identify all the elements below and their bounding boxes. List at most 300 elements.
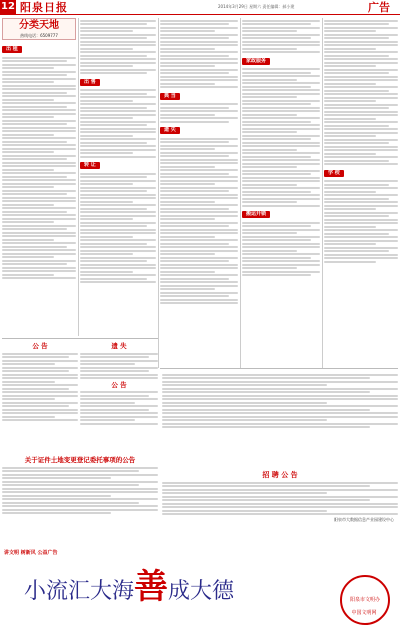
text-line [160,215,238,217]
text-line [160,267,238,269]
text-line [242,89,320,91]
ad-listings [160,20,238,89]
text-line [2,470,139,472]
text-line [160,271,215,273]
text-line [80,138,156,140]
category-label: 典 当 [160,93,180,100]
public-service-ad [4,550,294,630]
text-line [324,132,398,134]
text-line [162,492,327,494]
text-line [2,388,69,390]
notice-block-left [2,342,78,452]
text-line [242,23,311,25]
notice-title: 公 告 [32,342,48,350]
text-line [242,253,320,255]
recruitment-body [162,482,398,516]
text-line [324,226,376,228]
text-line [324,69,398,71]
text-line [80,173,156,175]
column-divider [78,18,79,336]
text-line [160,208,229,210]
text-line [80,211,156,213]
text-line [80,41,156,43]
text-line [80,197,156,199]
text-line [242,48,297,50]
text-line [242,180,320,182]
text-line [324,86,398,88]
dateline: 2014年3月29日 星期六 责任编辑：郝小建 [218,4,295,9]
ad-listings [160,138,238,305]
text-line [2,130,76,132]
ad-listings [80,89,156,158]
text-line [242,37,311,39]
text-line [324,229,398,231]
text-line [160,229,238,231]
text-line [2,162,76,164]
text-line [80,149,156,151]
text-line [242,20,320,22]
text-line [160,69,238,71]
text-line [160,176,238,178]
text-line [2,207,76,209]
text-line [242,243,320,245]
text-line [324,180,398,182]
text-line [160,148,215,150]
text-line [80,187,156,189]
text-line [2,481,158,483]
text-line [324,201,398,203]
text-line [80,257,156,259]
text-line [162,395,398,397]
text-line [162,377,370,379]
text-line [2,106,67,108]
text-line [160,264,238,266]
text-line [162,374,398,376]
ad-slogan: 讲文明 树新风 公益广告 [4,550,58,556]
text-line [2,137,76,139]
text-line [160,166,215,168]
recruitment-title: 招 聘 公 告 [262,470,298,479]
text-line [324,114,398,116]
text-line [80,402,135,404]
text-line [2,85,76,87]
text-line [80,222,156,224]
text-line [2,99,54,101]
text-line [160,121,229,123]
category-label: 遗 失 [160,127,180,134]
text-line [242,124,320,126]
text-line [162,513,398,515]
text-line [2,274,54,276]
text-line [242,170,320,172]
text-line [324,79,398,81]
text-line [242,117,320,119]
text-line [80,103,156,105]
text-line [324,205,398,207]
text-line [242,100,320,102]
text-line [160,173,229,175]
text-line [2,193,67,195]
text-line [324,135,376,137]
text-line [160,201,215,203]
text-line [324,247,398,249]
notice-block-lost [80,342,158,452]
text-line [80,128,156,130]
text-line [160,114,215,116]
text-line [160,107,229,109]
text-line [242,68,320,70]
text-line [324,156,398,158]
text-line [80,271,133,273]
ad-listings [324,180,398,263]
text-line [242,30,297,32]
text-line [160,285,238,287]
text-line [242,184,297,186]
text-line [324,139,398,141]
text-line [80,69,156,71]
text-line [160,103,238,105]
text-line [2,200,76,202]
text-line [80,423,158,425]
text-line [324,212,398,214]
text-line [160,79,238,81]
text-line [324,219,398,221]
text-line [324,163,398,165]
text-line [160,86,238,88]
text-line [162,405,398,407]
text-line [324,149,398,151]
text-line [2,155,76,157]
text-line [80,124,147,126]
text-line [162,510,327,512]
text-line [80,377,158,379]
text-line [80,114,156,116]
text-line [2,512,111,514]
text-line [160,51,238,53]
text-line [160,83,215,85]
text-line [80,229,156,231]
text-line [2,263,67,265]
text-line [2,151,54,153]
text-line [242,72,311,74]
text-line [324,30,376,32]
text-line [242,225,311,227]
text-line [2,402,78,404]
text-line [324,222,398,224]
text-line [80,274,156,276]
text-line [160,302,238,304]
text-line [2,467,158,469]
text-line [2,239,54,241]
text-line [324,254,398,256]
notice-body [80,391,158,425]
text-line [80,48,133,50]
text-line [80,356,149,358]
text-line [2,505,158,507]
text-line [324,146,398,148]
text-line [2,74,67,76]
text-line [324,51,398,53]
text-line [2,381,55,383]
text-line [80,142,147,144]
text-line [160,27,238,29]
text-line [80,267,156,269]
column-4 [242,18,320,368]
text-line [2,488,158,490]
text-line [80,183,133,185]
text-line [2,60,67,62]
text-line [242,267,297,269]
text-line [324,153,376,155]
text-line [80,419,135,421]
text-line [324,44,398,46]
text-line [80,65,133,67]
text-line [2,484,139,486]
text-line [324,187,398,189]
ad-listings [80,173,156,284]
text-line [2,71,76,73]
text-line [324,142,389,144]
text-line [242,173,311,175]
text-line [324,198,389,200]
text-line [324,128,398,130]
text-line [162,381,398,383]
text-line [160,190,229,192]
text-line [162,416,398,418]
text-line [80,23,147,25]
text-line [2,370,69,372]
text-line [80,44,156,46]
text-line [80,264,156,266]
text-line [80,27,156,29]
page-number: 12 [1,1,15,12]
text-line [2,127,76,129]
text-line [160,62,238,64]
text-line [80,121,156,123]
text-line [324,121,398,123]
text-line [242,86,311,88]
notice-block-right [162,372,398,467]
ad-listings [160,103,238,123]
ad-listings [242,68,320,207]
text-line [324,125,389,127]
text-line [80,395,149,397]
recruitment-organization: 阳泉市大数据信息产业园建设中心 [334,516,394,522]
text-line [2,491,158,493]
text-line [160,159,238,161]
text-line [160,299,238,301]
text-line [160,37,229,39]
text-line [160,236,215,238]
text-line [324,243,376,245]
text-line [2,353,78,355]
text-line [80,156,156,158]
text-line [324,23,389,25]
ad-listings [2,57,76,280]
category-label: 转 让 [80,162,100,169]
text-line [80,201,133,203]
column-divider [158,18,159,368]
text-line [324,160,389,162]
text-line [2,509,158,511]
text-line [80,278,147,280]
text-line [242,121,311,123]
text-line [2,391,78,393]
text-line [160,232,238,234]
text-line [324,65,376,67]
text-line [324,194,398,196]
text-line [80,194,156,196]
text-line [2,477,111,479]
text-line [324,208,376,210]
text-line [242,271,320,273]
text-line [80,246,156,248]
text-line [2,190,76,192]
text-line [2,235,76,237]
text-line [2,179,76,181]
text-line [242,110,320,112]
text-line [2,141,67,143]
text-line [242,128,320,130]
text-line [324,261,376,263]
text-line [2,67,54,69]
text-line [2,144,76,146]
text-line [2,405,69,407]
text-line [160,34,238,36]
text-line [2,409,78,411]
text-line [2,395,78,397]
text-line [242,232,297,234]
text-line [242,103,311,105]
text-line [2,474,158,476]
text-line [2,88,76,90]
text-line [80,250,156,252]
text-line [162,384,327,386]
section-divider [2,338,158,339]
text-line [80,30,133,32]
text-line [324,58,398,60]
text-line [162,402,327,404]
text-line [242,142,320,144]
category-label: 出 售 [80,79,100,86]
text-line [2,172,76,174]
text-line [80,20,156,22]
text-line [242,27,320,29]
text-line [2,214,76,216]
text-line [242,34,320,36]
text-line [160,295,229,297]
text-line [162,496,398,498]
section-divider [160,368,398,369]
text-line [242,51,320,53]
text-line [324,191,376,193]
notice-title: 遗 失 [111,342,127,350]
text-line [162,398,398,400]
column-divider [322,18,323,368]
classified-title: 分类天地 [19,20,59,31]
text-line [80,243,147,245]
notice-body [80,353,158,380]
notice-block-revoke [2,456,158,546]
classified-hotline: 热线电话：6509777 [20,33,58,38]
text-line [324,107,389,109]
text-line [242,257,311,259]
text-line [324,93,398,95]
text-line [160,55,229,57]
text-line [80,34,156,36]
text-line [324,90,389,92]
text-line [242,201,297,203]
text-line [2,360,78,362]
text-line [160,72,229,74]
category-label: 出 租 [2,46,22,53]
text-line [242,198,320,200]
notice-body [162,374,398,429]
text-line [162,426,370,428]
text-line [2,169,54,171]
column-3 [160,18,238,368]
text-line [160,246,238,248]
text-line [242,44,320,46]
text-line [162,391,370,393]
text-line [324,27,398,29]
text-line [160,194,238,196]
text-line [160,243,229,245]
text-line [2,148,76,150]
text-line [162,419,327,421]
text-line [2,92,67,94]
text-line [160,41,238,43]
text-line [242,236,320,238]
text-line [160,145,238,147]
text-line [324,83,376,85]
text-line [242,93,320,95]
text-line [160,152,238,154]
text-line [160,20,238,22]
text-line [80,370,149,372]
text-line [80,260,147,262]
text-line [80,367,158,369]
text-line [160,155,229,157]
notice-body [2,467,158,515]
text-line [80,215,156,217]
text-line [324,184,389,186]
text-line [324,62,398,64]
text-line [80,96,156,98]
text-line [80,391,158,393]
text-line [242,239,311,241]
text-line [2,113,76,115]
page-header [0,0,400,15]
text-line [2,95,76,97]
text-line [2,221,54,223]
text-line [80,62,156,64]
text-line [162,485,370,487]
text-line [2,81,54,83]
text-line [2,225,76,227]
text-line [80,416,158,418]
text-line [2,123,67,125]
text-line [160,250,238,252]
text-line [2,384,78,386]
text-line [242,246,320,248]
text-line [160,76,238,78]
text-line [160,197,238,199]
text-line [324,236,398,238]
text-line [160,187,238,189]
text-line [160,257,238,259]
text-line [80,72,147,74]
